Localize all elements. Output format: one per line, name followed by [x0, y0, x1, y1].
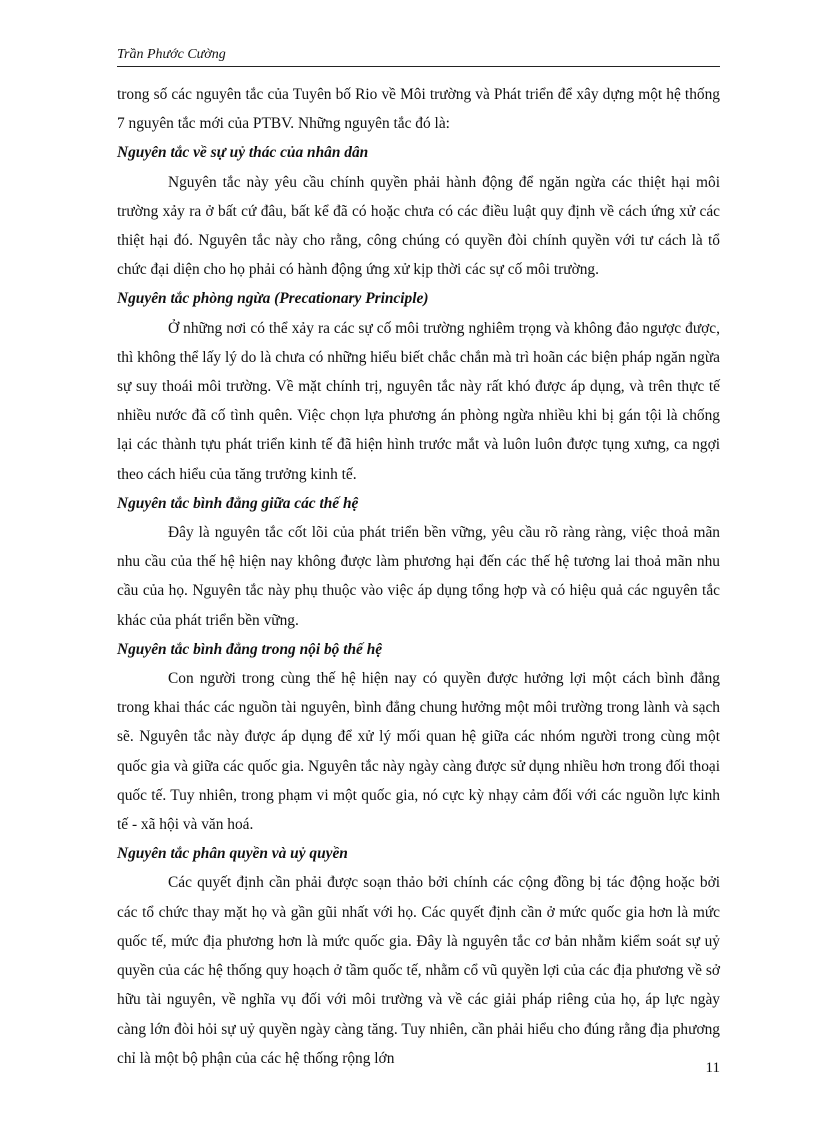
section-heading-2: Nguyên tắc phòng ngừa (Precationary Principle) [117, 290, 429, 308]
section-paragraph-5: Các quyết định cần phải được soạn thảo bởi chính các cộng đồng bị tác động hoặc bởi các tổ chức thay mặt họ và gần gũi nhất với họ. Các quyết định cần ở mức quốc gia hơn là mức quốc tế, mức địa phương hơn là mức quốc gia. Đây là nguyên tắc cơ bản nhằm kiểm soát sự uỷ quyền của các hệ thống quy hoạch ở tầm quốc tế, nhằm cổ vũ quyền lợi của các địa phương về sở hữu tài nguyên, về nghĩa vụ đối với môi trường và về các giải pháp riêng của họ, áp lực ngày càng lớn đòi hỏi sự uỷ quyền ngày càng tăng. Tuy nhiên, cần phải hiểu cho đúng rằng địa phương chỉ là một bộ phận của các hệ thống rộng lớn [117, 874, 720, 1067]
section-paragraph-1: Nguyên tắc này yêu cầu chính quyền phải hành động để ngăn ngừa các thiệt hại môi trường xảy ra ở bất cứ đâu, bất kể đã có hoặc chưa có các điều luật quy định về cách ứng xử các thiệt hại đó. Nguyên tắc này cho rằng, công chúng có quyền đòi chính quyền với tư cách là tổ chức đại diện cho họ phải có hành động ứng xử kịp thời các sự cố môi trường. [117, 173, 720, 279]
section-heading-5: Nguyên tắc phân quyền và uỷ quyền [117, 845, 348, 863]
header-author: Trần Phước Cường [117, 47, 226, 62]
section-paragraph-4: Con người trong cùng thế hệ hiện nay có quyền được hưởng lợi một cách bình đẳng trong khai thác các nguồn tài nguyên, bình đẳng chung hưởng một môi trường trong lành và sạch sẽ. Nguyên tắc này được áp dụng để xử lý mối quan hệ giữa các nhóm người trong cùng một quốc gia và giữa các quốc gia. Nguyên tắc này ngày càng được sử dụng nhiều hơn trong đối thoại quốc tế. Tuy nhiên, trong phạm vi một quốc gia, nó cực kỳ nhạy cảm đối với các nguồn lực kinh tế - xã hội và văn hoá. [117, 670, 720, 834]
section-heading-1: Nguyên tắc về sự uỷ thác của nhân dân [117, 144, 369, 162]
section-heading-3: Nguyên tắc bình đẳng giữa các thế hệ [117, 494, 359, 512]
section-paragraph-3: Đây là nguyên tắc cốt lõi của phát triển bền vững, yêu cầu rõ ràng ràng, việc thoả mãn nhu cầu của thế hệ hiện nay không được làm phương hại đến các thế hệ tương lai thoả mãn nhu cầu của họ. Nguyên tắc này phụ thuộc vào việc áp dụng tổng hợp và có hiệu quả các nguyên tắc khác của phát triển bền vững. [117, 524, 720, 629]
page-number: 11 [705, 1060, 720, 1076]
intro-paragraph: trong số các nguyên tắc của Tuyên bố Rio về Môi trường và Phát triển để xây dựng một hệ thống 7 nguyên tắc mới của PTBV. Những nguyên tắc đó là: [117, 86, 720, 133]
page-header [117, 46, 720, 67]
section-paragraph-2: Ở những nơi có thể xảy ra các sự cố môi trường nghiêm trọng và không đảo ngược được, thì không thể lấy lý do là chưa có những hiểu biết chắc chắn mà trì hoãn các biện pháp ngăn ngừa sự suy thoái môi trường. Về mặt chính trị, nguyên tắc này rất khó được áp dụng, và trên thực tế nhiều nước đã cố tình quên. Việc chọn lựa phương án phòng ngừa nhiều khi bị gán tội là chống lại các thành tựu phát triển kinh tế đã hiện hình trước mắt và luôn luôn được tụng xưng, ca ngợi theo cách hiểu của tăng trưởng kinh tế. [117, 319, 720, 483]
section-heading-4: Nguyên tắc bình đẳng trong nội bộ thế hệ [117, 640, 383, 658]
document-body [117, 80, 720, 1073]
